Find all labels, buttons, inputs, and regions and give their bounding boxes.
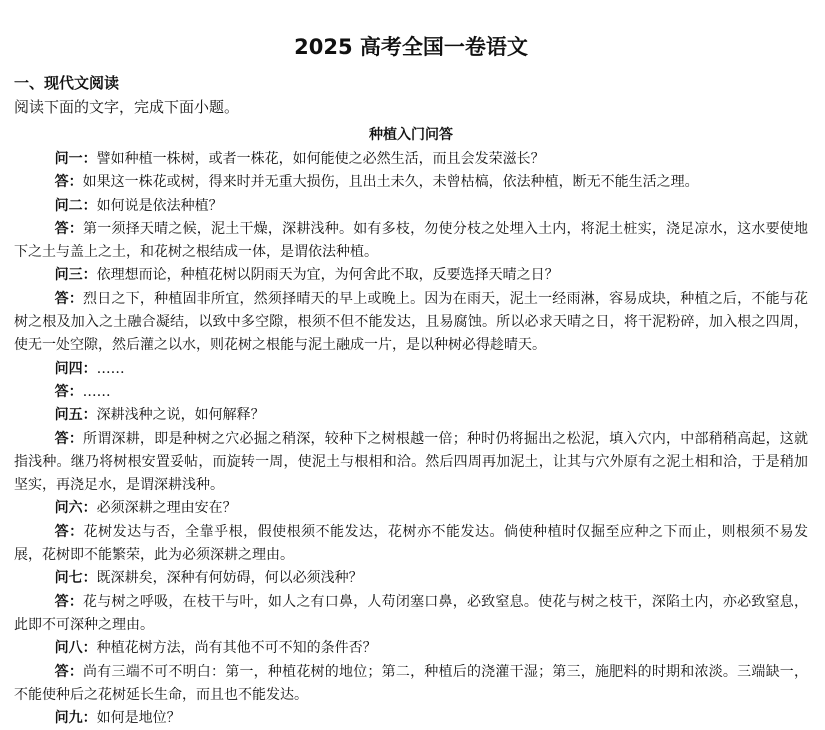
qa-text: 花树发达与否，全靠乎根，假使根须不能发达，花树亦不能发达。倘使种植时仅掘至应种之下而止，则根须不易发展，花树即不能繁荣，此为必须深耕之理由。 (14, 523, 809, 564)
document-title: 2025 高考全国一卷语文 (294, 35, 528, 59)
qa-text: …… (82, 383, 111, 400)
qa-text: 第一须择天晴之候，泥土干燥，深耕浅种。如有多枝，勿使分枝之处埋入土内，将泥土桩实，浇足凉水，这水要使地下之土与盖上之土，和花树之根结成一体，是谓依法种植。 (14, 220, 809, 261)
qa-label: 问二： (54, 197, 97, 214)
qa-text: 譬如种植一株树，或者一株花，如何能使之必然生活，而且会发荣滋长？ (96, 151, 545, 167)
qa-label: 问九： (54, 710, 97, 727)
qa-label: 答： (54, 174, 83, 191)
qa-label: 答： (54, 663, 84, 680)
qa-label: 答： (54, 383, 83, 400)
qa-text: 花与树之呼吸，在枝干与叶，如人之有口鼻，人苟闭塞口鼻，必致窒息。使花与树之枝干，深陷土内，亦必致窒息，此即不可深种之理由。 (14, 593, 809, 633)
qa-text: 烈日之下，种植固非所宜，然须择晴天的早上或晚上。因为在雨天，泥土一经雨淋，容易成块，种植之后，不能与花树之根及加入之土融合凝结，以致中多空隙，根须不但不能发达，且易腐蚀。所以必求天晴之日，将干泥粉碎，加入根之四周，使无一处空隙，然后灌之以水，则花树之根能与泥土融成一片，是以种树必得趁晴天。 (14, 290, 809, 354)
qa-paragraph (14, 521, 808, 568)
qa-label: 问一： (54, 151, 97, 167)
qa-paragraph (14, 637, 808, 660)
qa-paragraph (14, 148, 808, 171)
qa-label: 答： (54, 593, 84, 610)
qa-paragraph (14, 195, 808, 218)
qa-text: 种植花树方法，尚有其他不可不知的条件否？ (96, 640, 377, 657)
passage-title: 种植入门问答 (369, 127, 453, 143)
qa-label: 问五： (54, 407, 97, 424)
qa-label: 问六： (54, 500, 97, 517)
qa-text: 如何说是依法种植？ (96, 197, 223, 214)
qa-text: 依理想而论，种植花树以阴雨天为宜，为何舍此不取，反要选择天晴之日？ (96, 267, 559, 284)
section-heading: 一、现代文阅读 (14, 74, 120, 92)
qa-text: 深耕浅种之说，如何解释？ (96, 407, 265, 424)
qa-label: 答： (54, 523, 84, 540)
qa-text: 尚有三端不可不明白：第一，种植花树的地位；第二，种植后的浇灌干湿；第三，施肥料的时期和浓淡。三端缺一，不能使种后之花树延长生命，而且也不能发达。 (14, 663, 809, 703)
qa-paragraph (14, 404, 808, 427)
qa-text: 既深耕矣，深种有何妨碍，何以必须浅种？ (96, 570, 363, 587)
qa-label: 问八： (54, 640, 97, 657)
qa-paragraph (14, 428, 808, 498)
qa-paragraph (14, 497, 808, 520)
qa-label: 答： (54, 290, 84, 307)
qa-paragraph (14, 288, 808, 358)
qa-label: 答： (54, 430, 84, 447)
qa-paragraph (14, 591, 808, 638)
qa-text: 如何是地位？ (96, 710, 181, 727)
qa-label: 问三： (54, 267, 97, 284)
qa-text: …… (96, 360, 125, 377)
qa-label: 问七： (54, 570, 97, 587)
qa-paragraph (14, 218, 808, 265)
qa-list (14, 148, 808, 730)
qa-text: 如果这一株花或树，得来时并无重大损伤，且出土未久，未曾枯槁，依法种植，断无不能生活之理。 (82, 174, 699, 191)
qa-paragraph (14, 661, 808, 708)
qa-paragraph (14, 707, 808, 730)
qa-text: 所谓深耕，即是种树之穴必掘之稍深，较种下之树根越一倍；种时仍将掘出之松泥，填入穴内，中部稍稍高起，这就指浅种。继乃将树根安置妥帖，而旋转一周，使泥土与根相和洽。然后四周再加泥土，让其与穴外原有之泥土相和洽，于是稍加坚实，再浇足水，是谓深耕浅种。 (14, 430, 809, 494)
qa-paragraph (14, 358, 808, 381)
reading-instruction: 阅读下面的文字，完成下面小题。 (14, 98, 240, 116)
qa-label: 答： (54, 220, 84, 237)
qa-label: 问四： (54, 360, 97, 377)
qa-paragraph (14, 264, 808, 287)
qa-paragraph (14, 381, 808, 404)
qa-paragraph (14, 567, 808, 590)
qa-text: 必须深耕之理由安在？ (96, 500, 237, 517)
qa-paragraph (14, 171, 808, 194)
